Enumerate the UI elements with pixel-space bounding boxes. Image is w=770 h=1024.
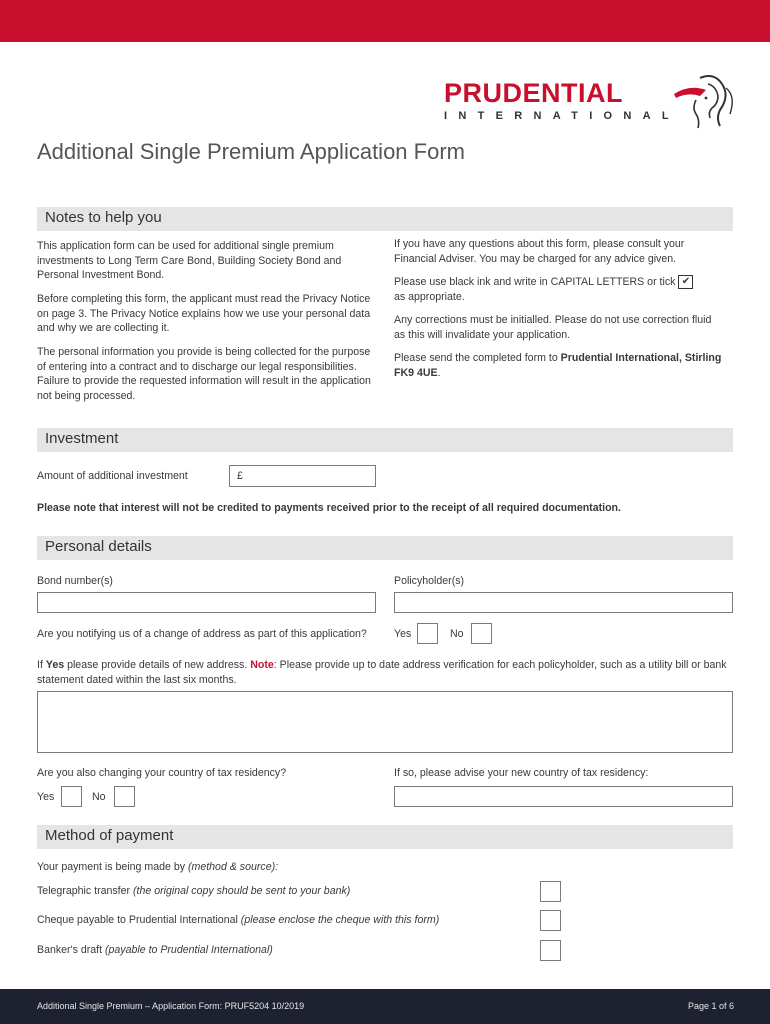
address-no-label: No <box>450 628 464 640</box>
prudential-logo <box>444 74 744 134</box>
notes-right-para-4 <box>394 351 724 380</box>
section-personal <box>37 536 733 560</box>
payment-intro-method: (method & source): <box>187 861 279 873</box>
if-yes-text: Yes <box>45 659 65 671</box>
if-text: If <box>37 659 43 671</box>
note-text: : Please provide up to date address verification for each policyholder, such as a utility bill or bank statement dated within the last six months. <box>37 659 727 686</box>
payment-option-label: Cheque payable to Prudential International <box>37 914 238 926</box>
new-address-textarea[interactable] <box>37 691 733 753</box>
footer-page-number: Page 1 of 6 <box>687 1001 734 1011</box>
section-notes-heading: Notes to help you <box>45 209 162 226</box>
section-payment <box>37 825 733 849</box>
notes-left-para-1: This application form can be used for additional single premium investments to Long Term Care Bond, Building Society Bond and Personal Investment Bond. <box>37 240 342 281</box>
notes-right-para-2 <box>394 275 724 304</box>
new-tax-country-label: If so, please advise your new country of tax residency: <box>394 767 649 779</box>
address-no-checkbox[interactable] <box>471 623 492 644</box>
amount-label: Amount of additional investment <box>37 470 188 482</box>
payment-option-note: (please enclose the cheque with this form) <box>240 914 440 926</box>
page-footer <box>0 989 770 1024</box>
footer-form-ref: Additional Single Premium – Application Form: PRUF5204 10/2019 <box>37 1001 305 1011</box>
logo-name: PRUDENTIAL <box>444 78 623 108</box>
new-tax-country-input[interactable] <box>394 786 733 807</box>
section-notes <box>37 207 733 231</box>
notes-right-para-1: If you have any questions about this form, please consult your Financial Adviser. You may be charged for any advice given. <box>394 238 685 265</box>
address-yes-label: Yes <box>394 628 412 640</box>
tax-no-checkbox[interactable] <box>114 786 135 807</box>
address-yes-checkbox[interactable] <box>417 623 438 644</box>
address-change-question: Are you notifying us of a change of address as part of this application? <box>37 628 367 640</box>
currency-symbol: £ <box>237 470 243 482</box>
tax-no-label: No <box>92 791 106 803</box>
payment-intro-main: Your payment is being made by <box>37 861 186 873</box>
amount-input[interactable] <box>229 465 376 487</box>
investment-note: Please note that interest will not be credited to payments received prior to the receipt of all required documentation. <box>37 502 621 514</box>
bond-number-label: Bond number(s) <box>37 575 113 587</box>
top-brand-bar <box>0 0 770 42</box>
britannia-head-icon <box>670 74 740 132</box>
notes-send-text: Please send the completed form to <box>394 352 558 364</box>
section-investment <box>37 428 733 452</box>
bankers-draft-checkbox[interactable] <box>540 940 561 961</box>
tax-yes-label: Yes <box>37 791 55 803</box>
logo-subname: INTERNATIONAL <box>444 110 680 122</box>
cheque-checkbox[interactable] <box>540 910 561 931</box>
notes-send-period: . <box>437 366 441 379</box>
new-address-instruction <box>37 658 737 687</box>
notes-ink-instruction: Please use black ink and write in CAPITAL LETTERS or tick <box>394 276 676 288</box>
payment-option-bankers-draft <box>37 943 273 958</box>
section-investment-heading: Investment <box>45 430 119 447</box>
tax-residency-question: Are you also changing your country of tax residency? <box>37 767 287 779</box>
section-payment-heading: Method of payment <box>45 827 174 844</box>
payment-option-note: (payable to Prudential International) <box>104 944 273 956</box>
bond-number-input[interactable] <box>37 592 376 613</box>
payment-option-cheque <box>37 913 439 928</box>
section-personal-heading: Personal details <box>45 538 152 555</box>
policyholder-label: Policyholder(s) <box>394 575 465 587</box>
policyholder-input[interactable] <box>394 592 733 613</box>
payment-option-label: Telegraphic transfer <box>37 885 131 897</box>
page-title: Additional Single Premium Application Form <box>37 139 465 164</box>
notes-left-para-2: Before completing this form, the applicant must read the Privacy Notice on page 3. The Privacy Notice explains how we use your personal data and why we are collecting it. <box>37 293 371 334</box>
payment-option-telegraphic <box>37 884 350 899</box>
notes-as-appropriate: as appropriate. <box>394 290 465 303</box>
tick-icon: ✔ <box>678 275 693 289</box>
tax-yes-checkbox[interactable] <box>61 786 82 807</box>
note-label: Note <box>250 659 274 671</box>
payment-intro <box>37 860 278 875</box>
payment-option-note: (the original copy should be sent to your bank) <box>133 885 351 897</box>
telegraphic-checkbox[interactable] <box>540 881 561 902</box>
notes-right-para-3: Any corrections must be initialled. Please do not use correction fluid as this will invalidate your application. <box>394 314 712 341</box>
notes-send-address: Prudential International, Stirling FK9 4UE <box>394 352 722 379</box>
provide-details-text: please provide details of new address. <box>67 659 248 671</box>
payment-option-label: Banker's draft <box>37 944 103 956</box>
notes-left-para-3: The personal information you provide is being collected for the purpose of entering into a contract and to discharge our legal responsibilities. Failure to provide the requested information will result in the application not being processed. <box>37 346 371 402</box>
